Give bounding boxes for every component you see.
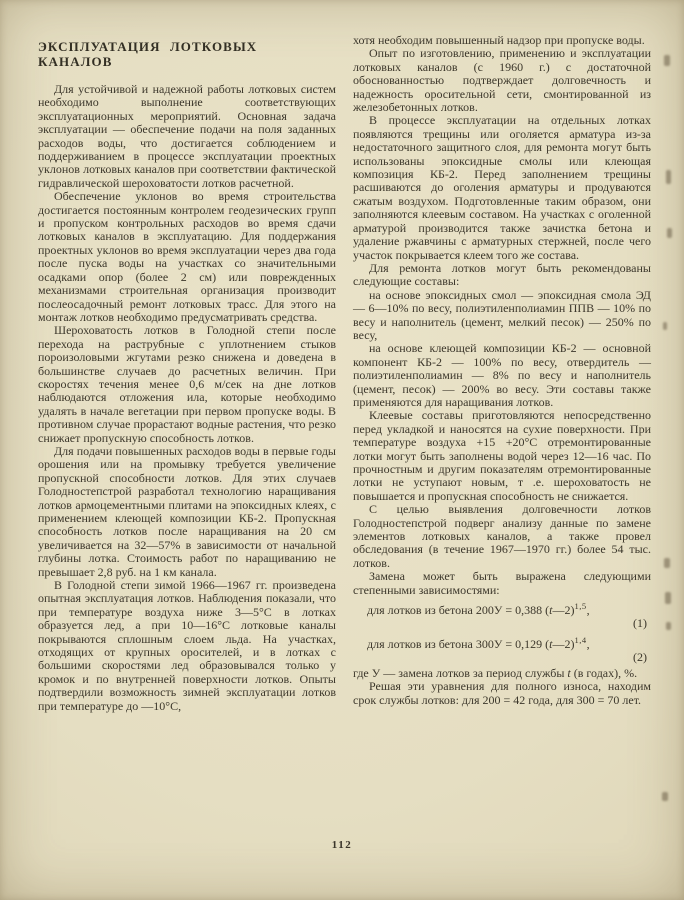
scan-artifact — [664, 558, 670, 568]
equation-text: , — [586, 636, 590, 651]
paragraph: Для устойчивой и надежной работы лотковых систем необходимо выполнение соответствующих эксплуатационных мероприятий. Основная задача эксплуатации — обеспечение подачи на поля заданных расходов воды, что достигается соблюдением и поддерживанием в процессе эксплуатации проектных уклонов лотковых каналов при соответствии фактической гидравлической шероховатости лотков расчетной. — [38, 82, 336, 190]
paragraph: В процессе эксплуатации на отдельных лотках появляются трещины или оголяется арматура из-за недостаточного защитного слоя, для ремонта могут быть использованы эпоксидные смолы или клеющая композиция КБ-2. Перед заполнением трещины расшиваются до оголения арматуры и продуваются сжатым воздухом. Подготовленные таким образом, они заполняются клеевым составом. На участках с оголенной арматурой производится также зачистка бетона и удаление ржавчины с арматурных стержней, после чего участок покрывается клеем того же состава. — [353, 113, 651, 262]
paragraph: Опыт по изготовлению, применению и эксплуатации лотковых каналов (с 1960 г.) с достаточной обоснованностью подтверждает долговечность и надежность оросительной сети, смонтированной из железобетонных лотков. — [353, 46, 651, 115]
paragraph: В Голодной степи зимой 1966—1967 гг. произведена опытная эксплуатация лотков. Наблюдения показали, что при температуре воздуха ниже 3—5°С в лотках образуется лед, а при 10—16°С лотковые каналы покрываются сплошным слоем льда. На участках, отходящих от крупных оросителей, и в лотках с большими скоростями лед образовывался только у кромок и по внутренней поверхности лотков. Опыты подтвердили возможность зимней эксплуатации лотков при температуре до —10°С, — [38, 578, 336, 713]
page-content — [38, 34, 651, 713]
left-column — [38, 34, 336, 713]
equation-1-number: (1) — [633, 616, 647, 631]
legend-variable: t — [567, 665, 571, 680]
article-title: ЭКСПЛУАТАЦИЯ ЛОТКОВЫХ КАНАЛОВ — [38, 39, 258, 69]
equation-exponent: 1,5 — [574, 601, 587, 612]
paragraph: Шероховатость лотков в Голодной степи после перехода на раструбные с уплотнением стыков пороизоловыми жгутами резко снижена и доведена в большинстве случаев до расчетных величин. При скоростях течения менее 0,6 м/сек на дне лотков наблюдаются отложения ила, которые необходимо удалять в начале вегетации при первом пропуске воды. В противном случае прорастают водные растения, что резко снижает пропускную способность лотков. — [38, 323, 336, 445]
paragraph: Для подачи повышенных расходов воды в первые годы орошения или на промывку требуется увеличение пропускной способности лотков. Для этих случаев Голодностепстрой разработал технологию наращивания лотков армоцементными плитами на эпоксидных клеях, с применением клеющей композиции КБ-2. Пропускная способность лотков после наращивания на 20 см увеличивается на 32—57% в зависимости от начальной глубины лотка. Стоимость работ по наращиванию не превышает 2,8 руб. на 1 км канала. — [38, 443, 336, 579]
equation-2-number: (2) — [633, 650, 647, 665]
formula-legend — [353, 667, 651, 680]
paragraph-continuation: хотя необходим повышенный надзор при пропуске воды. — [353, 33, 645, 47]
paragraph: Клеевые составы приготовляются непосредственно перед укладкой и наносятся на сухие поверхности. При температуре воздуха +15 +20°С отремонтированные лотки могут быть заполнены водой через 12—16 час. По прочностным и другим показателям отремонтированные лотки не уступают новым, т .е. шероховатость не повышается и пропускная способность не снижается. — [353, 408, 651, 503]
legend-text: (в годах), %. — [570, 665, 638, 680]
scan-artifact — [665, 592, 671, 604]
equation-exponent: 1,4 — [574, 634, 587, 645]
scan-artifact — [666, 170, 671, 184]
equation-variable: t — [549, 636, 553, 651]
scan-artifact — [662, 792, 668, 801]
equation-variable: t — [549, 603, 553, 618]
scan-artifact — [663, 322, 667, 330]
equation-text: —2) — [552, 636, 575, 651]
legend-text: где У — замена лотков за период службы — [353, 665, 568, 680]
paragraph: Замена может быть выражена следующими степенными зависимостями: — [353, 569, 651, 597]
equation-text: —2) — [552, 603, 575, 618]
paragraph: на основе клеющей композиции КБ-2 — основной компонент КБ-2 — 100% по весу, отвердитель — полиэтиленполиамин — 8% по весу и наполнитель (цемент, песок) — 200% во весу. Эти составы также применяются для наращивания лотков. — [353, 341, 651, 409]
equation-text: , — [586, 603, 590, 618]
scan-artifact — [666, 622, 671, 630]
equation-2-expression — [353, 634, 651, 651]
paragraph: Решая эти уравнения для полного износа, находим срок службы лотков: для 200 = 42 года, для 300 = 70 лет. — [353, 679, 651, 707]
paragraph: Для ремонта лотков могут быть рекомендованы следующие составы: — [353, 260, 651, 289]
right-column — [353, 34, 651, 713]
scan-artifact — [667, 228, 672, 238]
equation-text: для лотков из бетона 200У = 0,388 ( — [367, 603, 550, 618]
paragraph: Обеспечение уклонов во время строительства достигается постоянным контролем геодезических групп и пропуском контрольных расходов во время сдачи лотковых каналов в эксплуатацию. Для поддержания проектных уклонов во время эксплуатации через два года после пуска воды на участках со значительными осадками опор (более 2 см) или поврежденных механизмами строительная организация производит послеосадочный ремонт лотковых трасс. Для этого на монтаж лотков необходимо предусматривать средства. — [38, 189, 336, 324]
page-number: 112 — [331, 839, 353, 851]
equation-1-expression — [353, 600, 651, 617]
equation-text: для лотков из бетона 300У = 0,129 ( — [367, 636, 550, 651]
paragraph: на основе эпоксидных смол — эпоксидная смола ЭД — 6—10% по весу, полиэтиленполиамин ППВ — 10% по весу и наполнитель (цемент, мелкий песок) — 250% по весу, — [353, 287, 651, 342]
equation-1 — [353, 600, 651, 631]
scan-artifact — [664, 55, 670, 66]
equation-2 — [353, 634, 651, 665]
paragraph: С целью выявления долговечности лотков Голодностепстрой подверг анализу данные по замене элементов лотковых каналов, а также провел обследования (в течение 1967—1970 гг.) более 54 тыс. лотков. — [353, 502, 651, 570]
